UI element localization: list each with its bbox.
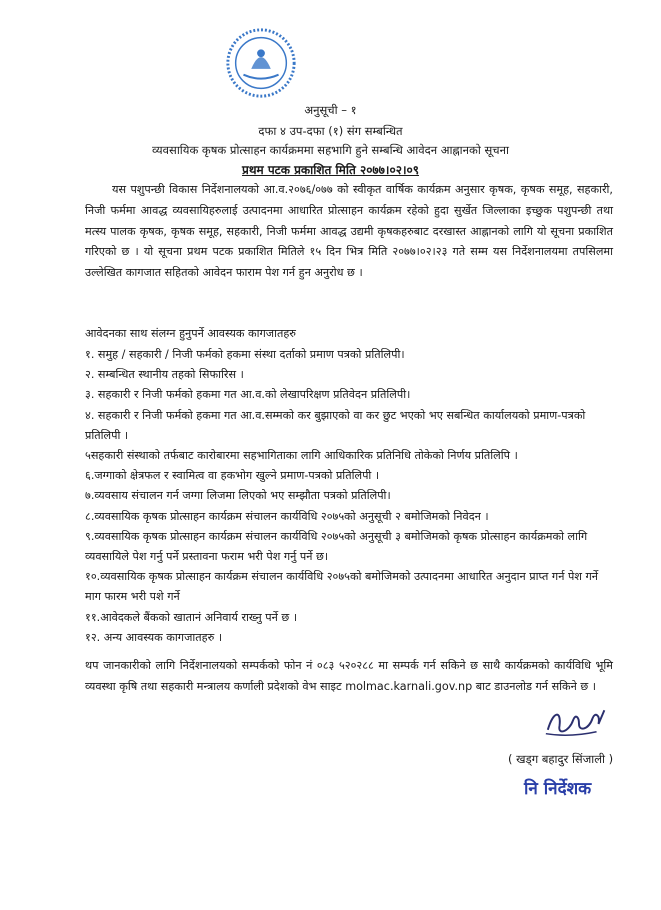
website-link[interactable]: molmac.karnali.gov.np <box>345 679 473 693</box>
list-item: ८.व्यवसायिक कृषक प्रोत्साहन कार्यक्रम संचालन कार्यविधि २०७५को अनुसूची २ बमोजिमको निवेदन । <box>85 509 489 523</box>
handwritten-signature <box>540 702 618 742</box>
list-item: ५सहकारी संस्थाको तर्फबाट कारोबारमा सहभागिताका लागि आधिकारिक प्रतिनिधि तोकेको निर्णय प्रतिलिपि । <box>85 449 518 463</box>
list-item: २. सम्बन्धित स्थानीय तहको सिफारिस । <box>85 368 244 382</box>
documents-list <box>85 345 613 648</box>
clause-heading: दफा ४ उप-दफा (१) संग सम्बन्धित <box>258 124 403 138</box>
office-seal-logo <box>222 24 300 102</box>
list-item: १. समुह / सहकारी / निजी फर्मको हकमा संस्था दर्ताको प्रमाण पत्रको प्रतिलिपी। <box>85 348 405 361</box>
contact-paragraph <box>85 656 613 698</box>
list-item: ३. सहकारी र निजी फर्मको हकमा गत आ.व.को लेखापरिक्षण प्रतिवेदन प्रतिलिपी। <box>85 388 411 402</box>
contact-text: थप जानकारीको लागि निर्देशनालयको सम्पर्कको फोन नं ०८३ ५२०२८८ मा सम्पर्क गर्न सकिने छ साथै कार्यक्रमको कार्यविधि भूमि व्यवस्था कृषि तथा सहकारी मन्त्रालय कर्णाली प्रदेशको वेभ साइट <box>85 659 613 693</box>
list-item: १२. अन्य आवस्यक कागजातहरु । <box>85 630 223 644</box>
download-text: बाट डाउनलोड गर्न सकिने छ । <box>475 679 597 693</box>
notice-title: व्यवसायिक कृषक प्रोत्साहन कार्यक्रममा सहभागि हुने सम्बन्धि आवेदन आह्नानको सूचना <box>152 143 509 157</box>
list-item: ७.व्यवसाय संचालन गर्न जग्गा लिजमा लिएको भए सम्झौता पत्रको प्रतिलिपी। <box>85 489 391 503</box>
list-item: ११.आवेदकले बैंकको खातानं अनिवार्य राख्नु पर्ने छ । <box>85 610 298 624</box>
list-item: ९.व्यवसायिक कृषक प्रोत्साहन कार्यक्रम संचालन कार्यविधि २०७५को अनुसूची ३ बमोजिमको कृषक प्रोत्साहन कार्यक्रमको लागि व्यवसायिले पेश गर्नु पर्ने प्रस्तावना फराम भरी पेश गर्नु पर्ने छ। <box>85 529 588 564</box>
list-item: ४. सहकारी र निजी फर्मको हकमा गत आ.व.सम्मको कर बुझाएको वा कर छुट भएको भए सबन्धित कार्यालयको प्रमाण-पत्रको प्रतिलिपी । <box>85 408 586 442</box>
intro-paragraph: यस पशुपन्छी विकास निर्देशनालयको आ.व.२०७६/०७७ को स्वीकृत वार्षिक कार्यक्रम अनुसार कृषक, कृषक समूह, सहकारी, निजी फर्ममा आवद्ध व्यवसायिहरुलाई उत्पादनमा आधारित प्रोत्साहन कार्यक्रम रहेको हुदा सुर्खेत जिल्लाका इच्छुक पशुपन्छी तथा मत्स्य पालक कृषक, कृषक समूह, सहकारी, निजी फर्ममा आवद्ध उद्यमी कृषकहरुबाट दरखास्त आह्नानको लागि यो सूचना प्रकाशित गरिएको छ । यो सूचना प्रथम पटक प्रकाशित मितिले १५ दिन भित्र मिति २०७७।०२।२३ गते सम्म यस निर्देशनालयमा तपसिलमा उल्लेखित कागजात सहितको आवेदन फाराम पेश गर्न हुन अनुरोध छ । <box>85 183 613 280</box>
documents-list-intro: आवेदनका साथ संलग्न हुनुपर्ने आवस्यक कागजातहरु <box>85 327 296 340</box>
signer-name: ( खड्ग बहादुर सिंजाली ) <box>508 752 614 766</box>
signer-role: नि निर्देशक <box>524 779 592 799</box>
list-item: ६.जग्गाको क्षेत्रफल र स्वामित्व वा हकभोग खुल्ने प्रमाण-पत्रको प्रतिलिपी । <box>85 469 380 483</box>
list-item: १०.व्यवसायिक कृषक प्रोत्साहन कार्यक्रम संचालन कार्यविधि २०७५को बमोजिमको उत्पादनमा आधारित अनुदान प्राप्त गर्न पेश गर्ने माग फारम भरी पशे गर्ने <box>85 570 599 604</box>
published-date: प्रथम पटक प्रकाशित मिति २०७७।०२।०९ <box>242 163 419 177</box>
annex-heading: अनुसूची – १ <box>304 103 357 117</box>
